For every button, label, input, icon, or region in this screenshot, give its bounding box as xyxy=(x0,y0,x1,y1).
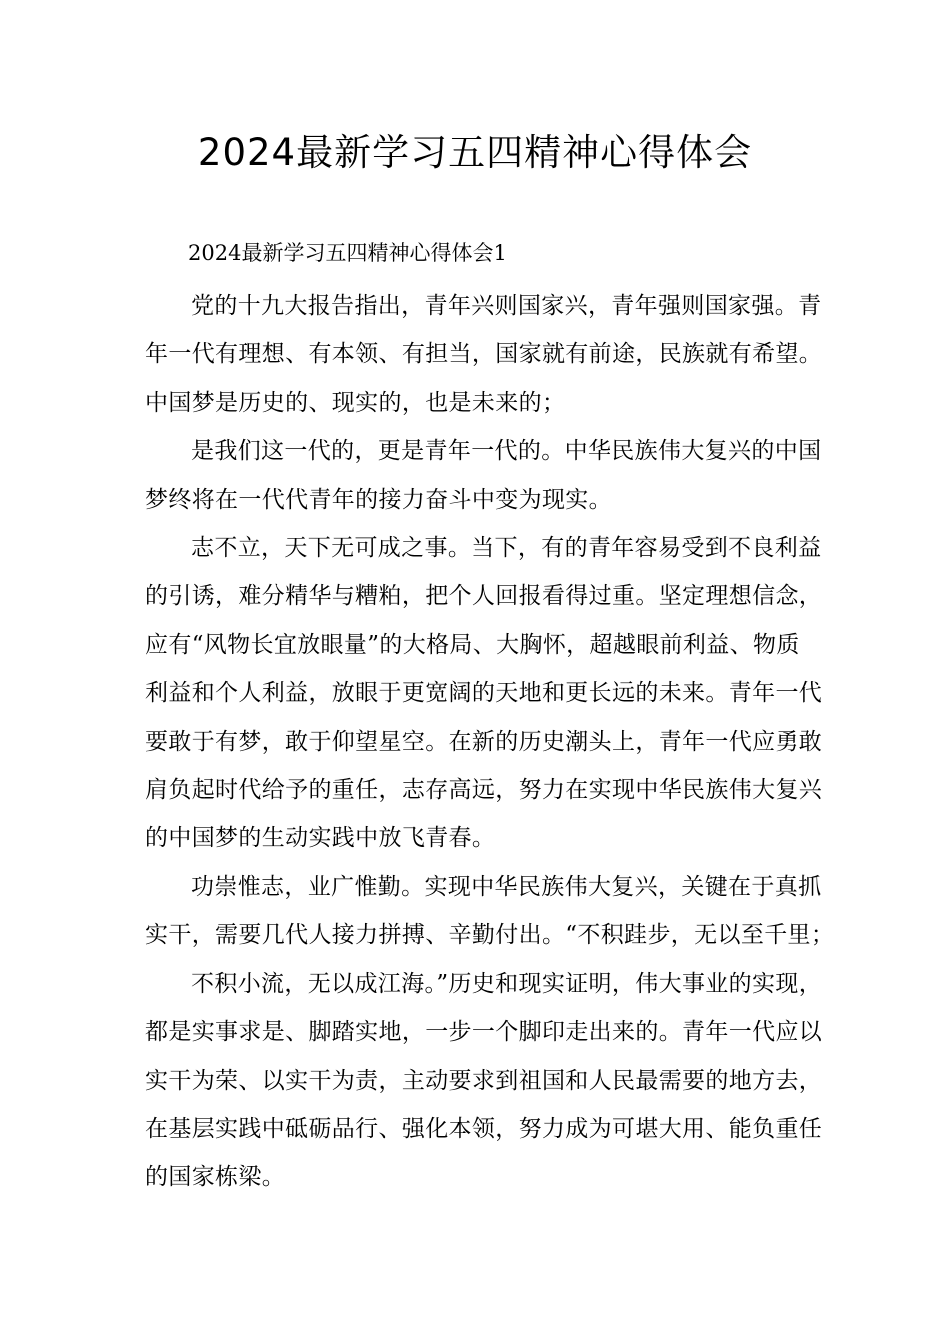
text-line: 肩负起时代给予的重任，志存高远，努力在实现中华民族伟大复兴 xyxy=(145,777,823,804)
paragraph-3 xyxy=(145,524,823,863)
text-line: 志不立，天下无可成之事。当下，有的青年容易受到不良利益 xyxy=(191,535,822,562)
text-line: 年一代有理想、有本领、有担当，国家就有前途，民族就有希望。 xyxy=(145,341,823,368)
text-line: 中国梦是历史的、现实的，也是未来的； xyxy=(145,389,566,416)
paragraph-1 xyxy=(145,282,823,427)
text-line: 实干，需要几代人接力拼搏、辛勤付出。“不积跬步，无以至千里； xyxy=(145,922,835,949)
document-body xyxy=(145,282,835,1202)
text-line: 党的十九大报告指出，青年兴则国家兴，青年强则国家强。青 xyxy=(191,293,822,319)
text-line: 实干为荣、以实干为责，主动要求到祖国和人民最需要的地方去， xyxy=(145,1067,823,1094)
document-title: 2024最新学习五四精神心得体会 xyxy=(197,131,753,174)
text-line: 应有“风物长宜放眼量”的大格局、大胸怀，超越眼前利益、物质 xyxy=(145,631,800,658)
paragraph-4 xyxy=(145,863,835,960)
paragraph-5 xyxy=(145,960,823,1202)
text-line: 的国家栋梁。 xyxy=(145,1164,286,1191)
text-line: 的引诱，难分精华与糟粕，把个人回报看得过重。坚定理想信念， xyxy=(145,583,823,610)
text-line: 不积小流，无以成江海。”历史和现实证明，伟大事业的实现， xyxy=(191,970,823,997)
paragraph-2 xyxy=(145,427,822,524)
text-line: 是我们这一代的，更是青年一代的。中华民族伟大复兴的中国 xyxy=(191,438,822,465)
text-line: 利益和个人利益，放眼于更宽阔的天地和更长远的未来。青年一代 xyxy=(145,680,823,707)
text-line: 要敢于有梦，敢于仰望星空。在新的历史潮头上，青年一代应勇敢 xyxy=(145,728,823,755)
text-line: 功崇惟志，业广惟勤。实现中华民族伟大复兴，关键在于真抓 xyxy=(191,873,822,900)
text-line: 的中国梦的生动实践中放飞青春。 xyxy=(145,825,496,852)
section-heading: 2024最新学习五四精神心得体会1 xyxy=(188,241,507,265)
text-line: 梦终将在一代代青年的接力奋斗中变为现实。 xyxy=(145,486,612,513)
text-line: 都是实事求是、脚踏实地，一步一个脚印走出来的。青年一代应以 xyxy=(145,1019,823,1046)
text-line: 在基层实践中砥砺品行、强化本领，努力成为可堪大用、能负重任 xyxy=(145,1115,823,1142)
